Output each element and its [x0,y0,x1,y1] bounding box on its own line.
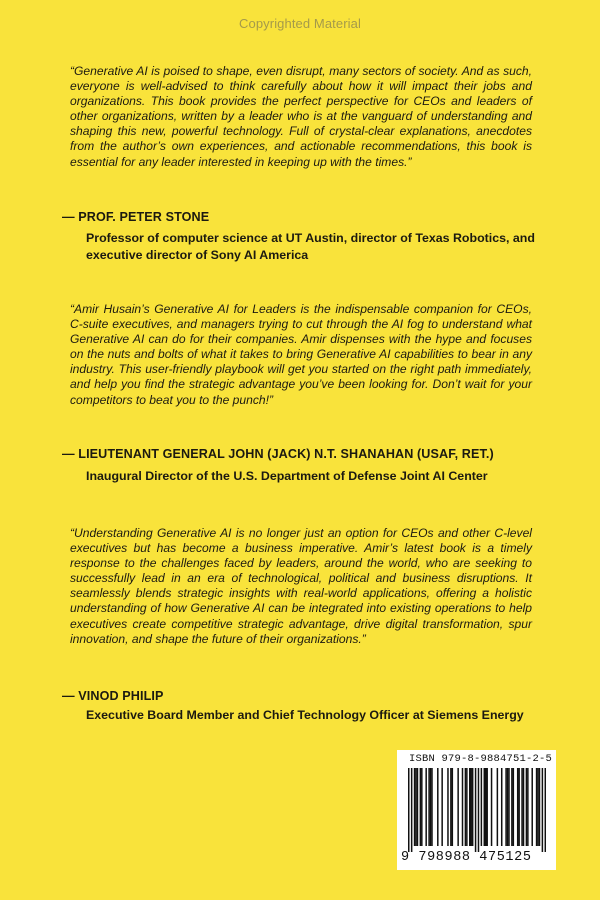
barcode-bar [491,768,493,846]
barcode-bar [421,768,423,846]
barcode-bar [408,768,410,852]
blurb-author-1: — PROF. PETER STONE [62,210,210,224]
barcode-bar [536,768,538,846]
copyright-watermark: Copyrighted Material [239,16,361,31]
barcode-bar [425,768,427,846]
barcode-bar [523,768,525,846]
barcode-bar [415,768,417,846]
barcode-bar [531,768,533,846]
barcode-bar [469,768,471,846]
barcode-bar [486,768,488,846]
blurb-quote-3: “Understanding Generative AI is no longer just an option for CEOs and other C-level executives but has become a business imperative. Amir’s latest book is a timely response to the challenges faced by leaders, around the world, who are seeking to successfully lead in an era of technological, political and business disruptions. It seamlessly blends strategic insights with real-world applications, offering a holistic understanding of how Generative AI can be integrated into existing operations to help executives create competitive strategic advantage, drive digital transformation, spur innovation, and shape the future of their organizations.” [70,526,532,646]
barcode-bar [527,768,529,846]
barcode-bars [408,768,546,852]
barcode-bar [511,768,513,846]
barcode-bar [526,768,528,846]
barcode-bar [411,768,413,852]
barcode-bar [417,768,419,846]
blurb-affiliation-3: Executive Board Member and Chief Technology Officer at Siemens Energy [86,708,524,722]
barcode-bar [507,768,509,846]
blurb-author-3: — VINOD PHILIP [62,689,164,703]
barcode-bar [437,768,439,846]
blurb-quote-2: “Amir Husain’s Generative AI for Leaders is the indispensable companion for CEOs, C-suite executives, and managers trying to cut through the AI fog to understand what Generative AI can do for their companies. Amir dispenses with the hype and focuses on the nuts and bolts of what it takes to bring Generative AI capabilities to bear in any industry. This user-friendly playbook will get you started on the right path immediately, and help you find the strategic advantage you’ve been looking for. Don’t wait for your competitors to beat you to the punch!” [70,302,532,407]
barcode-bar [441,768,443,846]
blurb-quote-1: “Generative AI is poised to shape, even disrupt, many sectors of society. And as such, everyone is well-advised to think carefully about how it will impact their jobs and organizations. This book provides the perfect perspective for CEOs and leaders of other organizations, written by a leader who is at the vanguard of understanding and shaping this new, powerful technology. Full of crystal-clear explanations, anecdotes from the author’s own experiences, and actionable recommendations, this book is essential for any leader interested in keeping up with the times.” [70,64,532,169]
blurb-affiliation-2: Inaugural Director of the U.S. Department of Defense Joint AI Center [86,469,488,483]
barcode-bar [478,768,480,852]
barcode-bar [414,768,416,846]
barcode-bar [450,768,452,846]
barcode-bar [457,768,459,846]
barcode-bar [447,768,449,846]
barcode-bar [497,768,499,846]
barcode-bar [484,768,486,846]
barcode-bar [505,768,507,846]
barcode-bar [428,768,430,846]
barcode-bar [518,768,520,846]
isbn-barcode [397,750,556,870]
barcode-bar [420,768,422,846]
barcode-bar [537,768,539,846]
barcode-bar [485,768,487,846]
barcode-bar [545,768,546,852]
barcode-bar [508,768,510,846]
barcode-bar [466,768,468,846]
barcode-bar [501,768,503,846]
barcode-bar [539,768,541,846]
ean-digits: 9 798988 475125 [401,850,532,865]
isbn-label: ISBN 979-8-9884751-2-5 [409,753,553,765]
barcode-bar [470,768,472,846]
blurb-affiliation-1: Professor of computer science at UT Austin, director of Texas Robotics, and executive director of Sony AI America [86,231,535,262]
barcode-bar [462,768,464,846]
barcode-bar [472,768,474,846]
barcode-bar [452,768,454,846]
barcode-bar [542,768,544,852]
barcode-bar [465,768,467,846]
barcode-bar [513,768,515,846]
barcode-bar [521,768,523,846]
barcode-bar [431,768,433,846]
barcode-bar [517,768,519,846]
blurb-author-2: — LIEUTENANT GENERAL JOHN (JACK) N.T. SHANAHAN (USAF, RET.) [62,447,494,461]
barcode-bar [481,768,483,846]
barcode-bar [430,768,432,846]
barcode-bar [475,768,477,852]
